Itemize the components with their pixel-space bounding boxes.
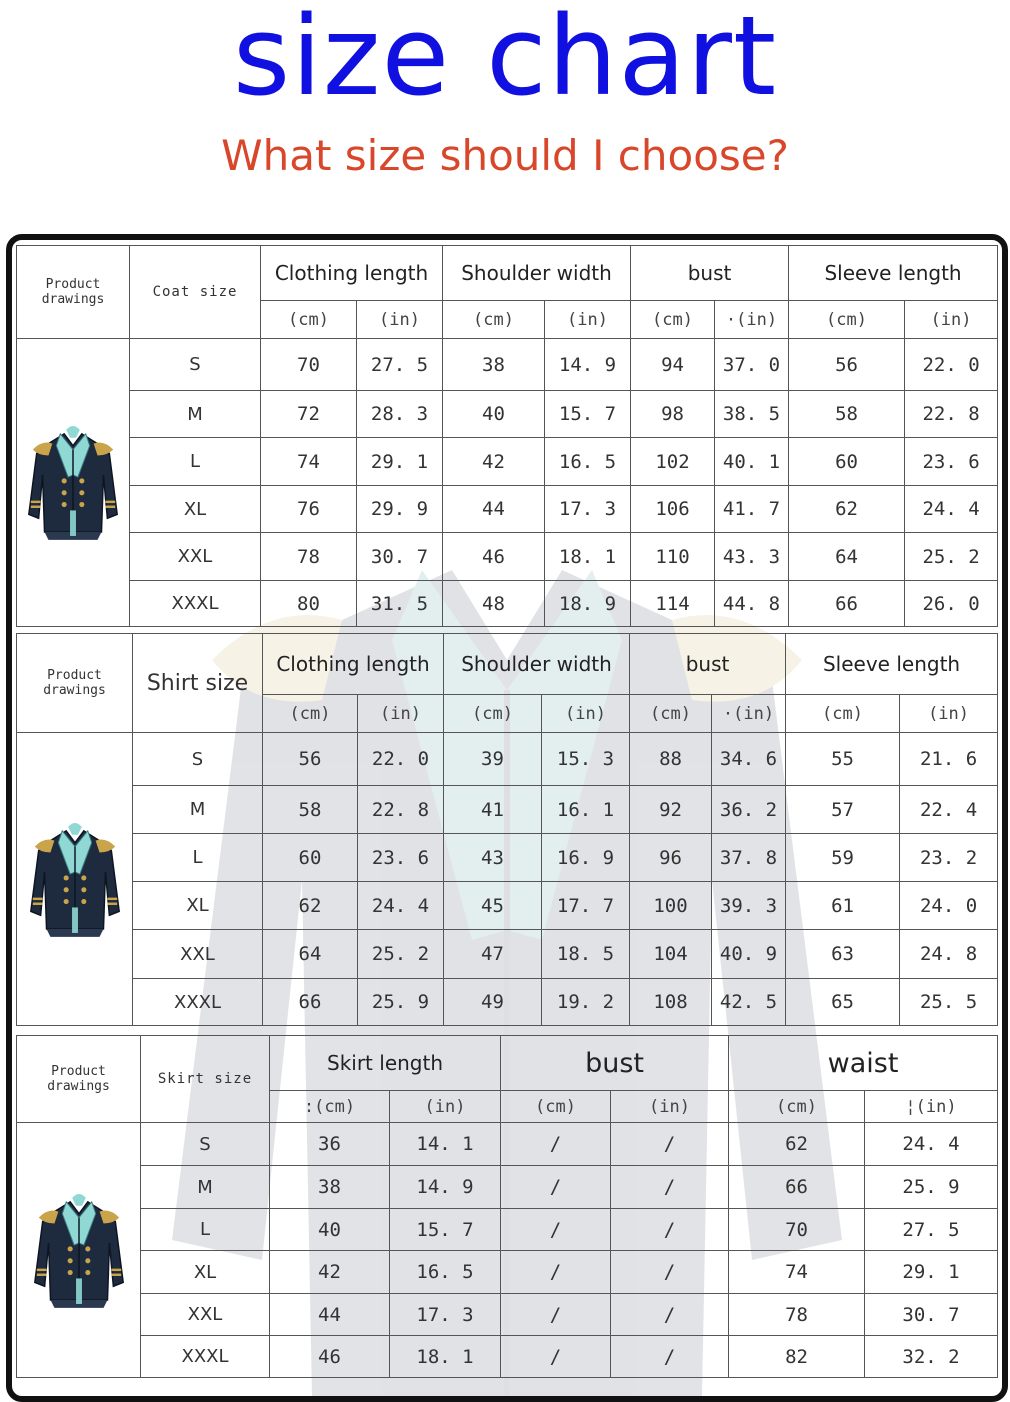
coat-size-table [16,245,998,627]
value-cell: / [501,1166,611,1209]
value-cell: 96 [630,834,712,882]
skirt-corner-label: Product drawings [17,1036,141,1123]
skirt-group-header: waist [729,1036,998,1091]
value-cell: 39. 3 [712,882,786,930]
value-cell: 46 [443,533,545,581]
table-row [17,1294,998,1336]
table-row [17,930,998,979]
skirt-size-label: Skirt size [141,1036,270,1123]
value-cell: 29. 1 [865,1251,998,1294]
value-cell: 36. 2 [712,786,786,834]
value-cell: 55 [786,733,900,786]
value-cell: 59 [786,834,900,882]
value-cell: 32. 2 [865,1336,998,1378]
jacket-icon [19,416,127,544]
value-cell: 22. 8 [358,786,444,834]
value-cell: 38 [270,1166,390,1209]
unit-header: ¦(in) [865,1091,998,1123]
size-cell: S [133,733,263,786]
unit-header: (in) [358,695,444,733]
value-cell: 43 [444,834,542,882]
value-cell: 64 [263,930,358,979]
unit-header: :(cm) [270,1091,390,1123]
value-cell: / [501,1123,611,1166]
value-cell: / [501,1336,611,1378]
value-cell: 22. 4 [900,786,998,834]
size-cell: S [141,1123,270,1166]
value-cell: 47 [444,930,542,979]
value-cell: 65 [786,979,900,1026]
jacket-icon [25,1184,133,1312]
table-row [17,581,998,627]
value-cell: 39 [444,733,542,786]
value-cell: 17. 3 [545,486,631,533]
value-cell: / [611,1294,729,1336]
value-cell: 104 [630,930,712,979]
size-cell: XXL [133,930,263,979]
size-cell: XL [133,882,263,930]
value-cell: 28. 3 [357,391,443,438]
value-cell: / [611,1166,729,1209]
value-cell: 15. 7 [545,391,631,438]
size-chart-frame [6,234,1008,1402]
value-cell: 24. 4 [865,1123,998,1166]
value-cell: 17. 3 [390,1294,501,1336]
size-cell: XL [141,1251,270,1294]
coat-group-header: bust [631,246,789,301]
value-cell: 60 [789,438,905,486]
coat-group-header: Sleeve length [789,246,998,301]
size-cell: L [130,438,261,486]
value-cell: 22. 8 [905,391,998,438]
unit-header: (cm) [444,695,542,733]
coat-group-header: Clothing length [261,246,443,301]
jacket-icon [21,813,129,941]
value-cell: 70 [261,339,357,391]
unit-header: (cm) [729,1091,865,1123]
table-row [17,882,998,930]
value-cell: / [501,1294,611,1336]
unit-header: ·(in) [712,695,786,733]
value-cell: 82 [729,1336,865,1378]
page-title: size chart [232,0,778,120]
coat-corner-label: Product drawings [17,246,130,339]
value-cell: 16. 1 [542,786,630,834]
value-cell: 25. 2 [905,533,998,581]
value-cell: 23. 6 [358,834,444,882]
size-cell: M [130,391,261,438]
value-cell: 42. 5 [712,979,786,1026]
value-cell: 78 [729,1294,865,1336]
table-row [17,1336,998,1378]
value-cell: 24. 0 [900,882,998,930]
value-cell: 60 [263,834,358,882]
table-row [17,979,998,1026]
value-cell: 41 [444,786,542,834]
value-cell: 15. 7 [390,1209,501,1251]
value-cell: 88 [630,733,712,786]
value-cell: / [501,1251,611,1294]
value-cell: 30. 7 [865,1294,998,1336]
table-row [17,438,998,486]
value-cell: 42 [270,1251,390,1294]
size-cell: XXL [130,533,261,581]
value-cell: / [501,1209,611,1251]
value-cell: 15. 3 [542,733,630,786]
value-cell: 40. 9 [712,930,786,979]
unit-header: (cm) [261,301,357,339]
value-cell: 63 [786,930,900,979]
table-row [17,339,998,391]
value-cell: 22. 0 [358,733,444,786]
unit-header: (in) [390,1091,501,1123]
table-row [17,486,998,533]
value-cell: 38 [443,339,545,391]
value-cell: 44 [270,1294,390,1336]
value-cell: / [611,1209,729,1251]
value-cell: 56 [789,339,905,391]
product-drawing-shirt [17,733,133,1026]
value-cell: / [611,1251,729,1294]
value-cell: 102 [631,438,715,486]
value-cell: 74 [729,1251,865,1294]
value-cell: 98 [631,391,715,438]
unit-header: (cm) [501,1091,611,1123]
value-cell: 62 [789,486,905,533]
value-cell: 14. 9 [390,1166,501,1209]
size-cell: XXL [141,1294,270,1336]
value-cell: 94 [631,339,715,391]
value-cell: 17. 7 [542,882,630,930]
value-cell: 64 [789,533,905,581]
value-cell: 66 [263,979,358,1026]
size-cell: XXXL [141,1336,270,1378]
value-cell: 16. 9 [542,834,630,882]
size-cell: M [133,786,263,834]
value-cell: 62 [263,882,358,930]
unit-header: (cm) [263,695,358,733]
table-row [17,1209,998,1251]
value-cell: 29. 1 [357,438,443,486]
unit-header: (cm) [789,301,905,339]
value-cell: 24. 8 [900,930,998,979]
value-cell: 14. 9 [545,339,631,391]
value-cell: 42 [443,438,545,486]
unit-header: (in) [542,695,630,733]
value-cell: 108 [630,979,712,1026]
value-cell: 57 [786,786,900,834]
value-cell: 40 [443,391,545,438]
value-cell: / [611,1123,729,1166]
value-cell: 74 [261,438,357,486]
size-cell: S [130,339,261,391]
value-cell: 25. 9 [865,1166,998,1209]
value-cell: 92 [630,786,712,834]
page-subtitle: What size should I choose? [221,131,789,180]
coat-group-header: Shoulder width [443,246,631,301]
value-cell: 18. 9 [545,581,631,627]
unit-header: (in) [357,301,443,339]
value-cell: 29. 9 [357,486,443,533]
value-cell: 18. 1 [390,1336,501,1378]
size-cell: XXXL [130,581,261,627]
value-cell: 100 [630,882,712,930]
value-cell: 14. 1 [390,1123,501,1166]
product-drawing-coat [17,339,130,627]
skirt-size-table [16,1035,998,1378]
value-cell: 76 [261,486,357,533]
shirt-size-table [16,633,998,1026]
value-cell: 25. 5 [900,979,998,1026]
product-drawing-skirt [17,1123,141,1378]
value-cell: 40. 1 [715,438,789,486]
value-cell: 58 [263,786,358,834]
value-cell: 37. 0 [715,339,789,391]
unit-header: (cm) [786,695,900,733]
value-cell: 37. 8 [712,834,786,882]
table-row [17,1251,998,1294]
value-cell: 34. 6 [712,733,786,786]
table-row [17,1166,998,1209]
value-cell: 45 [444,882,542,930]
value-cell: 41. 7 [715,486,789,533]
value-cell: 78 [261,533,357,581]
value-cell: 43. 3 [715,533,789,581]
value-cell: 48 [443,581,545,627]
value-cell: 30. 7 [357,533,443,581]
value-cell: 27. 5 [357,339,443,391]
coat-size-label: Coat size [130,246,261,339]
value-cell: 16. 5 [390,1251,501,1294]
shirt-group-header: Clothing length [263,634,444,695]
value-cell: 49 [444,979,542,1026]
shirt-corner-label: Product drawings [17,634,133,733]
table-row [17,1123,998,1166]
size-cell: XXXL [133,979,263,1026]
value-cell: 22. 0 [905,339,998,391]
unit-header: (in) [900,695,998,733]
unit-header: ·(in) [715,301,789,339]
unit-header: (in) [611,1091,729,1123]
value-cell: 18. 5 [542,930,630,979]
value-cell: 25. 9 [358,979,444,1026]
unit-header: (cm) [443,301,545,339]
value-cell: 114 [631,581,715,627]
value-cell: 44 [443,486,545,533]
value-cell: 61 [786,882,900,930]
skirt-group-header: bust [501,1036,729,1091]
unit-header: (cm) [631,301,715,339]
value-cell: 58 [789,391,905,438]
value-cell: 36 [270,1123,390,1166]
table-row [17,391,998,438]
value-cell: 21. 6 [900,733,998,786]
unit-header: (in) [905,301,998,339]
value-cell: 27. 5 [865,1209,998,1251]
size-cell: M [141,1166,270,1209]
size-cell: L [133,834,263,882]
value-cell: 24. 4 [905,486,998,533]
value-cell: 106 [631,486,715,533]
value-cell: 110 [631,533,715,581]
value-cell: 26. 0 [905,581,998,627]
value-cell: 16. 5 [545,438,631,486]
size-cell: XL [130,486,261,533]
value-cell: 66 [729,1166,865,1209]
table-row [17,733,998,786]
value-cell: 31. 5 [357,581,443,627]
table-row [17,834,998,882]
value-cell: / [611,1336,729,1378]
shirt-size-label: Shirt size [133,634,263,733]
value-cell: 80 [261,581,357,627]
unit-header: (in) [545,301,631,339]
table-row [17,533,998,581]
value-cell: 70 [729,1209,865,1251]
value-cell: 18. 1 [545,533,631,581]
value-cell: 56 [263,733,358,786]
value-cell: 44. 8 [715,581,789,627]
value-cell: 62 [729,1123,865,1166]
value-cell: 38. 5 [715,391,789,438]
size-cell: L [141,1209,270,1251]
skirt-group-header: Skirt length [270,1036,501,1091]
table-row [17,786,998,834]
value-cell: 23. 2 [900,834,998,882]
unit-header: (cm) [630,695,712,733]
value-cell: 24. 4 [358,882,444,930]
value-cell: 72 [261,391,357,438]
value-cell: 19. 2 [542,979,630,1026]
shirt-group-header: bust [630,634,786,695]
value-cell: 23. 6 [905,438,998,486]
value-cell: 66 [789,581,905,627]
value-cell: 25. 2 [358,930,444,979]
shirt-group-header: Sleeve length [786,634,998,695]
value-cell: 46 [270,1336,390,1378]
value-cell: 40 [270,1209,390,1251]
shirt-group-header: Shoulder width [444,634,630,695]
